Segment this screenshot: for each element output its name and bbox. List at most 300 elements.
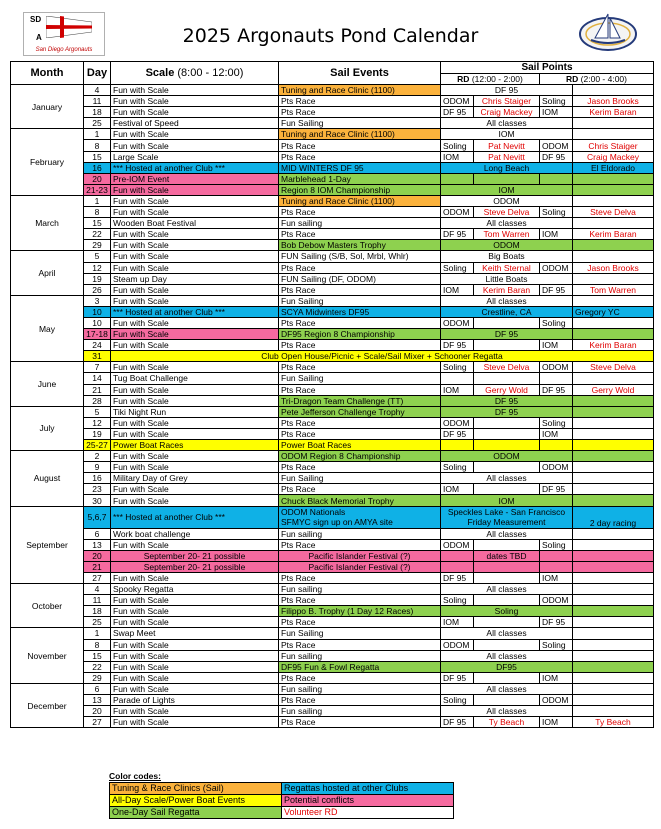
scale-event: Fun with Scale: [111, 617, 279, 628]
day-cell: 27: [84, 717, 111, 728]
sail-points-info: IOM: [441, 184, 573, 195]
sail-event: Pts Race: [279, 539, 441, 550]
calendar-row: [11, 440, 654, 451]
burgee-flag-icon: [46, 16, 92, 38]
rd1-name: [474, 462, 540, 473]
rd1-class: ODOM: [441, 639, 474, 650]
rd2-class: [540, 550, 573, 561]
scale-event: Wooden Boat Festival: [111, 218, 279, 229]
rd2-class: Soling: [540, 207, 573, 218]
sail-event: Tuning and Race Clinic (1100): [279, 195, 441, 206]
scale-event: Fun with Scale: [111, 184, 279, 195]
scale-event: Fun with Scale: [111, 572, 279, 583]
rd1-name: [474, 428, 540, 439]
rd1-class: [441, 173, 474, 184]
sail-event: Fun sailing: [279, 683, 441, 694]
calendar-row: [11, 706, 654, 717]
day-cell: 11: [84, 595, 111, 606]
legend-item-one-day: One-Day Sail Regatta: [110, 807, 282, 819]
sail-event: Pts Race: [279, 572, 441, 583]
rd1-name: Chris Staiger: [474, 96, 540, 107]
rd1-class: DF 95: [441, 717, 474, 728]
rd2-class: Soling: [540, 317, 573, 328]
sail-event: Fun sailing: [279, 528, 441, 539]
rd2-cell: [573, 118, 654, 129]
rd2-name: Kerim Baran: [573, 107, 654, 118]
rd1-class: IOM: [441, 484, 474, 495]
rd2-name: Craig Mackey: [573, 151, 654, 162]
calendar-row: [11, 140, 654, 151]
scale-event: Swap Meet: [111, 628, 279, 639]
scale-event: *** Hosted at another Club ***: [111, 506, 279, 528]
rd2-cell: [573, 395, 654, 406]
rd2-name: [573, 639, 654, 650]
scale-event: Fun with Scale: [111, 706, 279, 717]
rd2-class: IOM: [540, 672, 573, 683]
rd1-class: Soling: [441, 262, 474, 273]
sail-event: Fun sailing: [279, 584, 441, 595]
calendar-row: [11, 694, 654, 705]
page-header: [0, 0, 661, 62]
day-cell: 29: [84, 240, 111, 251]
rd2-class: ODOM: [540, 694, 573, 705]
day-cell: 12: [84, 417, 111, 428]
sail-event: Pts Race: [279, 284, 441, 295]
sail-event: Tri-Dragon Team Challenge (TT): [279, 395, 441, 406]
calendar-row: [11, 683, 654, 694]
scale-event: Fun with Scale: [111, 384, 279, 395]
sail-points-line: Speckles Lake - San Francisco: [447, 507, 566, 518]
rd2-cell: [573, 628, 654, 639]
rd2-class: [540, 561, 573, 572]
header-rd1-time: (12:00 - 2:00): [471, 74, 523, 84]
calendar-body: [11, 85, 654, 728]
day-cell: 1: [84, 129, 111, 140]
sail-points-info: Soling: [441, 606, 573, 617]
scale-event: Fun with Scale: [111, 262, 279, 273]
calendar-row: [11, 107, 654, 118]
day-cell: 6: [84, 683, 111, 694]
scale-event: Fun with Scale: [111, 329, 279, 340]
rd2-class: ODOM: [540, 462, 573, 473]
day-cell: 23: [84, 484, 111, 495]
sail-points-info: All classes: [441, 218, 573, 229]
scale-event: Fun with Scale: [111, 240, 279, 251]
rd2-class: IOM: [540, 229, 573, 240]
scale-event: Fun with Scale: [111, 362, 279, 373]
rd2-class: ODOM: [540, 140, 573, 151]
rd2-name: [573, 617, 654, 628]
sail-event: Pts Race: [279, 107, 441, 118]
day-cell: 25: [84, 118, 111, 129]
rd2-class: [540, 440, 573, 451]
rd2-class: IOM: [540, 717, 573, 728]
month-label: September: [11, 506, 84, 583]
rd1-name: [474, 694, 540, 705]
sail-event: ODOM Region 8 Championship: [279, 451, 441, 462]
calendar-row: [11, 317, 654, 328]
month-label: February: [11, 129, 84, 196]
scale-event: Work boat challenge: [111, 528, 279, 539]
event-banner: Club Open House/Picnic + Scale/Sail Mixer + Schooner Regatta: [111, 351, 654, 362]
rd2-name: [573, 428, 654, 439]
scale-event: Fun with Scale: [111, 661, 279, 672]
rd1-name: [474, 572, 540, 583]
header-rd1-label: RD: [457, 74, 470, 84]
header-sail-points: Sail Points: [441, 62, 654, 74]
day-cell: 3: [84, 295, 111, 306]
day-cell: 24: [84, 340, 111, 351]
rd2-class: DF 95: [540, 617, 573, 628]
rd2-class: DF 95: [540, 284, 573, 295]
day-cell: 22: [84, 661, 111, 672]
month-label: October: [11, 584, 84, 628]
sail-points-info: All classes: [441, 528, 573, 539]
sail-points-info: All classes: [441, 584, 573, 595]
scale-event: Fun with Scale: [111, 317, 279, 328]
sail-points-info: DF 95: [441, 85, 573, 96]
sail-points-info: Little Boats: [441, 273, 573, 284]
calendar-row: [11, 617, 654, 628]
sail-event: Pts Race: [279, 694, 441, 705]
scale-event: Fun with Scale: [111, 395, 279, 406]
scale-event: Festival of Speed: [111, 118, 279, 129]
scale-event: Fun with Scale: [111, 484, 279, 495]
sail-event: Pts Race: [279, 384, 441, 395]
day-cell: 17-18: [84, 329, 111, 340]
day-cell: 31: [84, 351, 111, 362]
sail-event: SCYA Midwinters DF95: [279, 306, 441, 317]
header-rd2-label: RD: [566, 74, 579, 84]
calendar-row: [11, 528, 654, 539]
rd1-name: [474, 440, 540, 451]
calendar-row: [11, 495, 654, 506]
rd2-name: [573, 317, 654, 328]
rd2-cell: [573, 528, 654, 539]
calendar-row: [11, 340, 654, 351]
day-cell: 21: [84, 561, 111, 572]
scale-event: Pre-IOM Event: [111, 173, 279, 184]
sail-event-line: SFMYC sign up on AMYA site: [281, 517, 393, 528]
day-cell: 2: [84, 451, 111, 462]
rd2-cell: [573, 85, 654, 96]
calendar-row: [11, 506, 654, 528]
rd2-name: Tom Warren: [573, 284, 654, 295]
rd2-cell: [573, 606, 654, 617]
sail-event: DF95 Region 8 Championship: [279, 329, 441, 340]
header-sail-events: Sail Events: [279, 62, 441, 85]
rd2-cell: [573, 329, 654, 340]
day-cell: 1: [84, 195, 111, 206]
rd1-name: Steve Delva: [474, 362, 540, 373]
scale-event: Fun with Scale: [111, 672, 279, 683]
rd1-name: [474, 317, 540, 328]
rd2-name: [573, 417, 654, 428]
calendar-row: [11, 650, 654, 661]
sail-event: Fun Sailing: [279, 373, 441, 384]
day-cell: 20: [84, 706, 111, 717]
day-cell: 8: [84, 207, 111, 218]
sail-event: Fun Sailing: [279, 295, 441, 306]
rd2-name: [573, 672, 654, 683]
scale-event: Tiki Night Run: [111, 406, 279, 417]
rd1-name: [474, 561, 540, 572]
scale-event: Parade of Lights: [111, 694, 279, 705]
scale-event: Fun with Scale: [111, 85, 279, 96]
rd2-cell: [573, 129, 654, 140]
sail-event: Pacific Islander Festival (?): [279, 561, 441, 572]
sail-points-info: All classes: [441, 295, 573, 306]
scale-event: Fun with Scale: [111, 129, 279, 140]
scale-event: Fun with Scale: [111, 717, 279, 728]
header-rd1: [441, 74, 540, 85]
rd1-name: Ty Beach: [474, 717, 540, 728]
day-cell: 1: [84, 628, 111, 639]
scale-event: September 20- 21 possible: [111, 561, 279, 572]
calendar-row: [11, 273, 654, 284]
rd2-name: Steve Delva: [573, 362, 654, 373]
rd2-cell: [573, 706, 654, 717]
rd1-name: Gerry Wold: [474, 384, 540, 395]
rd1-class: [441, 550, 474, 561]
rd2-class: Soling: [540, 417, 573, 428]
sail-event: Pts Race: [279, 362, 441, 373]
scale-event: *** Hosted at another Club ***: [111, 306, 279, 317]
day-cell: 6: [84, 528, 111, 539]
sail-event: Pts Race: [279, 717, 441, 728]
calendar-row: [11, 207, 654, 218]
rd2-cell: El Eldorado: [573, 162, 654, 173]
header-scale: [111, 62, 279, 85]
rd2-name: [573, 173, 654, 184]
sail-event: Tuning and Race Clinic (1100): [279, 85, 441, 96]
calendar-row: [11, 284, 654, 295]
day-cell: 10: [84, 317, 111, 328]
day-cell: 20: [84, 173, 111, 184]
calendar-row: [11, 672, 654, 683]
calendar-row: [11, 240, 654, 251]
month-label: August: [11, 451, 84, 506]
calendar-table: [10, 61, 654, 728]
scale-event: Fun with Scale: [111, 495, 279, 506]
legend-table: [109, 782, 454, 819]
day-cell: 29: [84, 672, 111, 683]
sail-event: Pts Race: [279, 96, 441, 107]
rd2-name: Ty Beach: [573, 717, 654, 728]
rd2-cell: [573, 661, 654, 672]
sail-points-info: All classes: [441, 650, 573, 661]
calendar-row: [11, 218, 654, 229]
calendar-row: [11, 184, 654, 195]
sail-event: Marblehead 1-Day: [279, 173, 441, 184]
sail-event: Pts Race: [279, 317, 441, 328]
rd2-class: [540, 373, 573, 384]
logo-text-sd: SD: [30, 15, 42, 24]
sail-points-info: DF 95: [441, 406, 573, 417]
legend-item-other-clubs: Regattas hosted at other Clubs: [282, 783, 454, 795]
sail-event: Chuck Black Memorial Trophy: [279, 495, 441, 506]
day-cell: 8: [84, 639, 111, 650]
scale-event: Fun with Scale: [111, 207, 279, 218]
legend-item-volunteer-rd: Volunteer RD: [282, 807, 454, 819]
rd1-class: ODOM: [441, 417, 474, 428]
sail-points-info: All classes: [441, 628, 573, 639]
rd2-name: Gerry Wold: [573, 384, 654, 395]
rd2-cell: [573, 240, 654, 251]
day-cell: 25: [84, 617, 111, 628]
rd2-class: ODOM: [540, 362, 573, 373]
sailboat-emblem-icon: [577, 12, 639, 52]
scale-event: Power Boat Races: [111, 440, 279, 451]
calendar-row: [11, 584, 654, 595]
day-cell: 5: [84, 251, 111, 262]
logo-text-a: A: [36, 33, 42, 42]
scale-event: Fun with Scale: [111, 462, 279, 473]
day-cell: 20: [84, 550, 111, 561]
day-cell: 16: [84, 473, 111, 484]
scale-event: Fun with Scale: [111, 428, 279, 439]
month-label: July: [11, 406, 84, 450]
rd1-class: [441, 440, 474, 451]
calendar-row: [11, 561, 654, 572]
sail-event: Power Boat Races: [279, 440, 441, 451]
calendar-row: [11, 295, 654, 306]
sail-event: Bob Debow Masters Trophy: [279, 240, 441, 251]
calendar-row: [11, 351, 654, 362]
scale-event: *** Hosted at another Club ***: [111, 162, 279, 173]
day-cell: 25-27: [84, 440, 111, 451]
sail-event: Pts Race: [279, 462, 441, 473]
calendar-row: [11, 118, 654, 129]
calendar-row: [11, 306, 654, 317]
rd1-class: ODOM: [441, 539, 474, 550]
calendar-row: [11, 173, 654, 184]
sail-points-info: Big Boats: [441, 251, 573, 262]
rd2-name: Jason Brooks: [573, 262, 654, 273]
scale-event: Military Day of Grey: [111, 473, 279, 484]
header-day: Day: [84, 62, 111, 85]
rd1-class: Soling: [441, 362, 474, 373]
rd2-cell: Gregory YC: [573, 306, 654, 317]
scale-event: Fun with Scale: [111, 595, 279, 606]
scale-event: Fun with Scale: [111, 539, 279, 550]
scale-event: Fun with Scale: [111, 107, 279, 118]
calendar-row: [11, 329, 654, 340]
rd2-class: ODOM: [540, 595, 573, 606]
day-cell: 12: [84, 262, 111, 273]
calendar-row: [11, 362, 654, 373]
sail-points-info: All classes: [441, 118, 573, 129]
calendar-row: [11, 639, 654, 650]
rd2-cell: [573, 683, 654, 694]
sail-points-info: All classes: [441, 706, 573, 717]
rd1-name: Craig Mackey: [474, 107, 540, 118]
sail-event: [279, 506, 441, 528]
day-cell: 18: [84, 606, 111, 617]
legend-item-conflicts: Potential conflicts: [282, 795, 454, 807]
rd1-name: Pat Nevitt: [474, 140, 540, 151]
sail-event: Fun Sailing: [279, 473, 441, 484]
scale-event: Tug Boat Challenge: [111, 373, 279, 384]
sail-points-info: All classes: [441, 683, 573, 694]
rd1-name: [474, 373, 540, 384]
day-cell: 15: [84, 650, 111, 661]
rd2-class: Soling: [540, 539, 573, 550]
calendar-row: [11, 539, 654, 550]
rd1-class: DF 95: [441, 428, 474, 439]
day-cell: 18: [84, 107, 111, 118]
month-label: June: [11, 362, 84, 406]
rd1-name: [474, 340, 540, 351]
rd1-class: ODOM: [441, 317, 474, 328]
rd1-class: DF 95: [441, 107, 474, 118]
month-label: April: [11, 251, 84, 295]
sail-points-info: DF 95: [441, 395, 573, 406]
rd2-class: DF 95: [540, 484, 573, 495]
legend-item-tuning: Tuning & Race Clinics (Sail): [110, 783, 282, 795]
sail-points-info: DF 95: [441, 329, 573, 340]
calendar-row: [11, 462, 654, 473]
rd1-class: IOM: [441, 284, 474, 295]
sail-event: Pts Race: [279, 229, 441, 240]
day-cell: 13: [84, 539, 111, 550]
day-cell: 9: [84, 462, 111, 473]
sail-event: FUN Sailing (S/B, Sol, Mrbl, Whlr): [279, 251, 441, 262]
calendar-row: [11, 129, 654, 140]
sail-event: Tuning and Race Clinic (1100): [279, 129, 441, 140]
rd1-name: Steve Delva: [474, 207, 540, 218]
rd2-name: Kerim Baran: [573, 340, 654, 351]
sail-event: Pete Jefferson Challenge Trophy: [279, 406, 441, 417]
scale-event: Fun with Scale: [111, 195, 279, 206]
calendar-row: [11, 451, 654, 462]
rd2-cell: [573, 273, 654, 284]
calendar-row: [11, 251, 654, 262]
sail-event: Pts Race: [279, 151, 441, 162]
rd1-name: [474, 595, 540, 606]
sail-points-info: ODOM: [441, 451, 573, 462]
rd2-name: Kerim Baran: [573, 229, 654, 240]
rd1-name: [474, 484, 540, 495]
calendar-row: [11, 85, 654, 96]
month-label: May: [11, 295, 84, 362]
rd2-name: Chris Staiger: [573, 140, 654, 151]
header-rd2-time: (2:00 - 4:00): [580, 74, 627, 84]
day-cell: 26: [84, 284, 111, 295]
rd1-name: [474, 539, 540, 550]
month-label: March: [11, 195, 84, 250]
scale-event: Fun with Scale: [111, 284, 279, 295]
rd2-name: [573, 373, 654, 384]
calendar-row: [11, 162, 654, 173]
rd2-class: IOM: [540, 428, 573, 439]
day-cell: 4: [84, 584, 111, 595]
rd1-class: [441, 373, 474, 384]
scale-event: Fun with Scale: [111, 251, 279, 262]
rd2-cell: [573, 295, 654, 306]
sail-event: Region 8 IOM Championship: [279, 184, 441, 195]
calendar-row: [11, 395, 654, 406]
day-cell: 30: [84, 495, 111, 506]
day-cell: 15: [84, 218, 111, 229]
scale-event: Fun with Scale: [111, 417, 279, 428]
sail-event: FUN Sailing (DF, ODOM): [279, 273, 441, 284]
sail-event: Pts Race: [279, 428, 441, 439]
rd1-name: [474, 417, 540, 428]
calendar-row: [11, 428, 654, 439]
rd1-class: DF 95: [441, 672, 474, 683]
rd2-cell: [573, 195, 654, 206]
